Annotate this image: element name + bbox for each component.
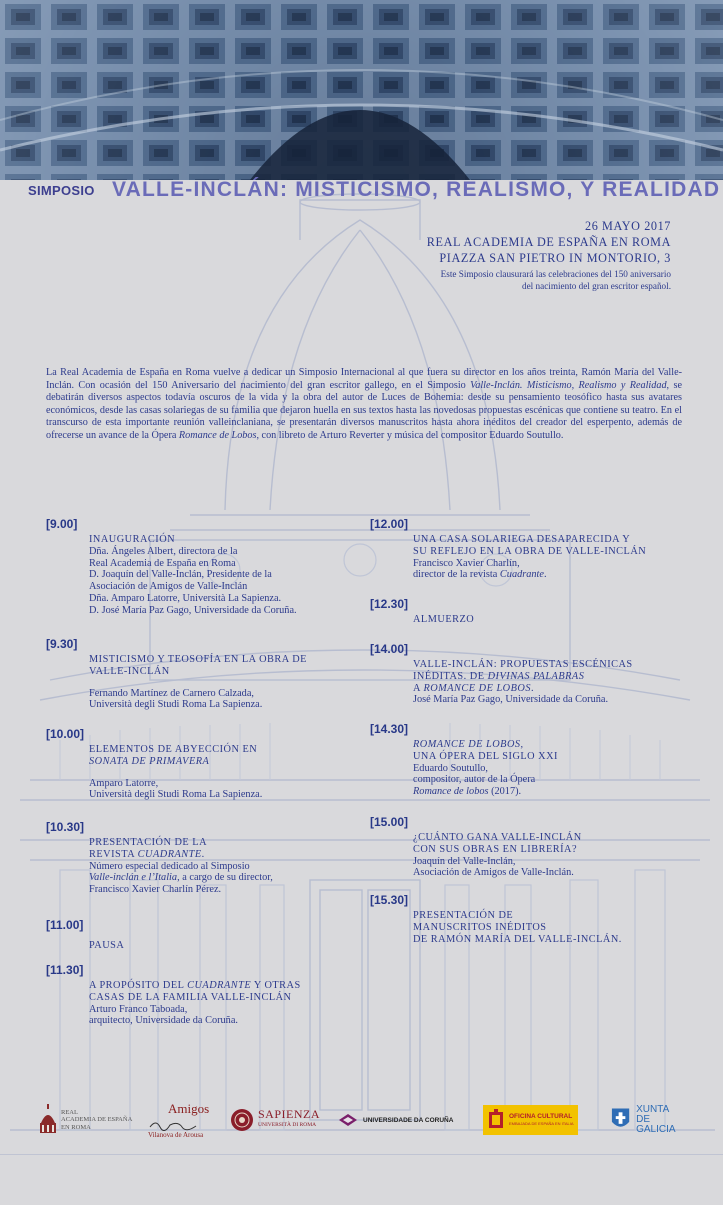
slot-time: [11.30] — [46, 963, 84, 977]
slot-body — [89, 654, 356, 711]
slot-line: Dña. Ángeles Albert, directora de la — [89, 545, 238, 557]
slot-time: [14.00] — [370, 642, 409, 656]
slot-line: director de la revista — [413, 569, 500, 581]
slot-line: arquitecto, Universidade da Coruña. — [89, 1015, 238, 1027]
logo-text: UNIVERSIDADE DA CORUÑA — [363, 1116, 454, 1124]
program-slot-1530 — [370, 893, 700, 945]
logo-text: ACADEMIA DE ESPAÑA — [61, 1116, 133, 1124]
slot-body — [413, 534, 690, 581]
slot-time: [11.00] — [46, 918, 84, 932]
note-line: del nacimiento del gran escritor español. — [522, 281, 671, 291]
slot-body — [413, 659, 690, 706]
slot-line-italic: Valle-inclán e l’Italia — [89, 872, 178, 884]
header-dome-image — [0, 0, 723, 180]
slot-title: MISTICISMO Y TEOSOFÍA EN LA OBRA DE — [89, 654, 307, 665]
slot-line: Amparo Latorre, — [89, 777, 159, 789]
slot-line: Eduardo Soutullo, — [413, 762, 488, 774]
slot-body — [413, 832, 690, 879]
logo-text: REAL — [61, 1108, 78, 1116]
logo-xunta — [610, 1095, 690, 1145]
slot-title-italic: ROMANCE DE LOBOS — [423, 682, 531, 694]
slot-time: [10.30] — [46, 820, 85, 834]
note-line: Este Simposio clausurará las celebraciones del 150 aniversario — [440, 269, 671, 279]
slot-line-italic: Romance de lobos — [413, 786, 489, 798]
slot-body — [89, 940, 356, 952]
event-note — [371, 268, 671, 292]
slot-title: ROMANCE DE LOBOS, — [413, 739, 524, 750]
slot-time: [10.00] — [46, 727, 85, 741]
program-slot-1230 — [370, 597, 690, 626]
slot-body — [89, 744, 356, 801]
intro-italic: Romance de Lobos — [178, 429, 257, 441]
slot-title: VALLE-INCLÁN — [89, 665, 170, 677]
slot-time: [12.30] — [370, 597, 409, 611]
slot-title: ELEMENTOS DE ABYECCIÓN EN — [89, 744, 258, 755]
sponsor-logos — [0, 1095, 723, 1155]
slot-line: Università degli Studi Roma La Sapienza. — [89, 699, 263, 711]
slot-title: DE RAMÓN MARÍA DEL VALLE-INCLÁN. — [413, 933, 622, 945]
slot-time: [15.30] — [370, 893, 409, 907]
slot-title: CASAS DE LA FAMILIA VALLE-INCLÁN — [89, 991, 292, 1003]
slot-line: Francisco Xavier Charlín, — [413, 557, 520, 569]
simposio-label: SIMPOSIO — [28, 183, 95, 198]
program-slot-1500 — [370, 815, 690, 879]
slot-title: UNA CASA SOLARIEGA DESAPARECIDA Y — [413, 534, 631, 545]
logo-text: UNIVERSITÀ DI ROMA — [258, 1122, 317, 1128]
slot-body — [413, 910, 700, 945]
slot-title: PRESENTACIÓN DE LA — [89, 837, 208, 848]
sapienza-seal-icon — [230, 1108, 254, 1132]
slot-line: compositor, autor de la Ópera — [413, 774, 536, 786]
event-info — [427, 218, 671, 266]
signature-icon — [148, 1117, 208, 1131]
program-slot-1000 — [46, 727, 356, 801]
slot-title: MANUSCRITOS INÉDITOS — [413, 921, 547, 933]
intro-text: La Real Academia de España en Roma vuelve a dedicar un Simposio Internacional al que fuera su director en los años treinta, Ramón María del Valle-Inclán. Con ocasión del 150 Aniversario del nacimiento del gran escritor gallego, en el Simposio — [46, 367, 682, 391]
event-venue: REAL ACADEMIA DE ESPAÑA EN ROMA — [426, 235, 671, 249]
slot-title: UNA ÓPERA DEL SIGLO XXI — [413, 750, 558, 762]
slot-time: [12.00] — [370, 517, 409, 531]
slot-title: A PROPÓSITO DEL — [89, 980, 188, 991]
program-slot-1130 — [46, 963, 366, 1027]
slot-line: D. José María Paz Gago, Universidade da Coruña. — [89, 604, 297, 616]
slot-time: [15.00] — [370, 815, 409, 829]
slot-line: . — [543, 569, 547, 581]
slot-line: , a cargo de su director, — [177, 872, 273, 884]
slot-line: Asociación de Amigos de Valle-Inclán — [89, 581, 248, 593]
footer-band — [0, 1155, 723, 1200]
program-slot-1100 — [46, 918, 356, 952]
slot-body — [89, 837, 356, 896]
coruna-mark-icon — [337, 1112, 359, 1128]
slot-time: [14.30] — [370, 722, 409, 736]
program-slot-1030 — [46, 820, 356, 896]
event-address: PIAZZA SAN PIETRO IN MONTORIO, 3 — [439, 251, 671, 265]
slot-line: (2017). — [488, 786, 522, 798]
slot-line-italic: Cuadrante — [499, 569, 544, 581]
logo-text: XUNTA — [636, 1104, 670, 1115]
intro-italic: Valle-Inclán. Misticismo, Realismo y Realidad — [470, 379, 667, 391]
slot-title: ALMUERZO — [413, 614, 475, 625]
logo-sapienza — [230, 1095, 325, 1145]
slot-body — [89, 980, 366, 1027]
slot-time: [9.00] — [46, 517, 78, 531]
intro-text: , se debatirán diversos aspectos todavía oscuros de la vida y la obra del autor de Luces de Bohemia: desde su pensamiento teosófico hasta sus avatares económicos, desde las casas solariegas de su familia que dejaron huella en sus textos hasta las novedosas propuestas escénicas que contiene su teatro. En el transcurso de esta importante reunión valleinclaniana, se presentarán diversos manuscritos hasta ahora inéditos del creador del esperpento, además de ofrecerse un avance de la Ópera — [46, 379, 682, 441]
page-title: VALLE-INCLÁN: MISTICISMO, REALISMO, Y REALIDAD — [112, 178, 721, 201]
event-date: 26 MAYO 2017 — [585, 219, 671, 233]
slot-body — [413, 614, 690, 626]
academia-dome-icon — [38, 1103, 58, 1137]
slot-line: Dña. Amparo Latorre, Università La Sapienza. — [89, 592, 282, 604]
slot-title: PRESENTACIÓN DE — [413, 910, 514, 921]
slot-title: PAUSA — [89, 940, 125, 951]
slot-title: A — [413, 682, 424, 694]
slot-title: . — [201, 848, 205, 860]
logo-text: DE GALICIA — [636, 1114, 676, 1135]
logo-text: EN ROMA — [61, 1123, 91, 1131]
program-slot-1400 — [370, 642, 690, 706]
slot-title: . — [530, 682, 535, 694]
xunta-shield-icon — [610, 1106, 631, 1134]
slot-title: CON SUS OBRAS EN LIBRERÍA? — [413, 843, 578, 855]
slot-title: Y OTRAS — [251, 980, 301, 991]
slot-title-italic: CUADRANTE — [187, 980, 252, 991]
logo-real-academia — [38, 1095, 133, 1145]
logo-text: Vilanova de Arousa — [148, 1131, 204, 1139]
slot-title: REVISTA — [89, 848, 138, 860]
program-slot-1430 — [370, 722, 690, 798]
slot-title-italic: CUADRANTE — [137, 848, 202, 860]
slot-line: Francisco Xavier Charlín Pérez. — [89, 884, 222, 896]
program-slot-930 — [46, 637, 356, 711]
slot-title: INAUGURACIÓN — [89, 534, 176, 545]
slot-line: Real Academia de España en Roma — [89, 557, 236, 569]
logo-oficina-cultural — [483, 1095, 578, 1145]
program-slot-1200 — [370, 517, 690, 581]
slot-time: [9.30] — [46, 637, 78, 651]
logo-text: Amigos — [168, 1101, 210, 1116]
slot-body — [413, 739, 690, 798]
slot-line: Número especial dedicado al Simposio — [89, 860, 250, 872]
slot-line: Joaquín del Valle-Inclán, — [413, 855, 516, 867]
slot-title-italic: DIVINAS PALABRAS — [487, 670, 585, 682]
slot-line: Università degli Studi Roma La Sapienza. — [89, 789, 263, 801]
slot-line: Arturo Franco Taboada, — [89, 1003, 188, 1015]
slot-line: D. Joaquín del Valle-Inclán, Presidente de la — [89, 569, 272, 581]
slot-line: Asociación de Amigos de Valle-Inclán. — [413, 867, 574, 879]
slot-title: SONATA DE PRIMAVERA — [89, 755, 210, 767]
logo-text: OFICINA CULTURAL — [509, 1113, 573, 1120]
slot-line: José María Paz Gago, Universidade da Coruña. — [413, 694, 609, 706]
slot-line: Fernando Martínez de Carnero Calzada, — [89, 687, 254, 699]
intro-paragraph — [46, 367, 682, 443]
slot-title: ¿CUÁNTO GANA VALLE-INCLÁN — [413, 832, 582, 843]
logo-text: SAPIENZA — [258, 1107, 321, 1121]
intro-text: , con libreto de Arturo Reverter y música del compositor Eduardo Soutullo. — [256, 429, 564, 441]
logo-text: EMBAJADA DE ESPAÑA EN ITALIA — [509, 1121, 574, 1126]
slot-title: INÉDITAS. DE — [413, 670, 488, 682]
spain-coat-of-arms-icon — [486, 1108, 506, 1132]
program-slot-900 — [46, 517, 356, 617]
slot-title: VALLE-INCLÁN: PROPUESTAS ESCÉNICAS — [413, 659, 633, 670]
logo-amigos — [148, 1095, 208, 1145]
slot-body — [89, 534, 356, 617]
slot-title: SU REFLEJO EN LA OBRA DE VALLE-INCLÁN — [413, 545, 647, 557]
logo-coruna — [337, 1095, 467, 1145]
